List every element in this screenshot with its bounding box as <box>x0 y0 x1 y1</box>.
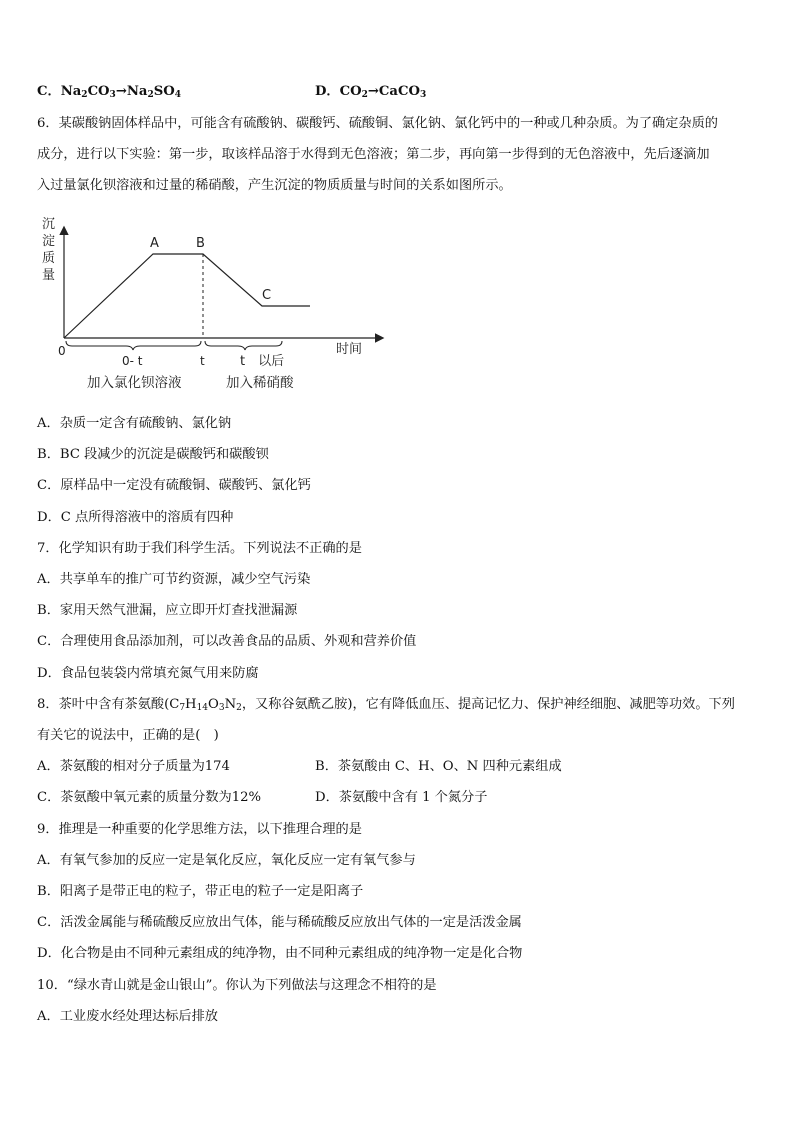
formula-sub: 3 <box>218 703 225 713</box>
text-part: N <box>224 697 237 712</box>
precipitate-time-diagram <box>30 210 390 395</box>
q8-stem-line1 <box>37 696 735 714</box>
q8-option-b: B．茶氨酸由 C、H、O、N 四种元素组成 <box>315 759 562 774</box>
formula-sub: 7 <box>179 703 186 713</box>
q9-stem: 9．推理是一种重要的化学思维方法，以下推理合理的是 <box>37 822 362 837</box>
q6-option-c: C．原样品中一定没有硫酸铜、碳酸钙、氯化钙 <box>37 478 311 493</box>
q9-option-c: C．活泼金属能与稀硫酸反应放出气体，能与稀硫酸反应放出气体的一定是活泼金属 <box>37 915 522 930</box>
formula-part: →Na <box>115 84 148 99</box>
point-c-label: C <box>262 288 272 303</box>
formula-part: Na <box>60 84 82 99</box>
origin-label: 0 <box>58 344 66 358</box>
brace-left <box>66 341 201 350</box>
formula-sub: 2 <box>236 703 242 713</box>
text-part: 8．茶叶中含有茶氨酸(C <box>37 697 180 712</box>
q9-option-a: A．有氧气参加的反应一定是氧化反应，氧化反应一定有氧气参与 <box>37 853 416 868</box>
q6-option-d: D．C 点所得溶液中的溶质有四种 <box>37 510 234 525</box>
formula-sub: 14 <box>196 703 209 713</box>
q8-option-c: C．茶氨酸中氧元素的质量分数为12% <box>37 790 262 805</box>
q5-option-c-label: C． <box>37 84 61 99</box>
q9-option-d: D．化合物是由不同种元素组成的纯净物，由不同种元素组成的纯净物一定是化合物 <box>37 946 523 961</box>
text-part: O <box>208 697 219 712</box>
formula-sub: 4 <box>174 90 182 100</box>
segment-2-label: t 以后 <box>240 354 285 369</box>
precipitate-curve <box>64 254 310 338</box>
text-part: ，又称谷氨酰乙胺)，它有降低血压、提高记忆力、保护神经细胞、减肥等功效。下列 <box>241 697 735 712</box>
q9-option-b: B．阳离子是带正电的粒子，带正电的粒子一定是阳离子 <box>37 884 364 899</box>
formula-part: →CaCO <box>367 84 420 99</box>
point-b-label: B <box>196 236 205 251</box>
q8-option-a: A．茶氨酸的相对分子质量为174 <box>37 759 230 774</box>
q7-option-a: A．共享单车的推广可节约资源，减少空气污染 <box>37 572 311 587</box>
q7-option-b: B．家用天然气泄漏，应立即开灯查找泄漏源 <box>37 603 298 618</box>
formula-part: CO <box>339 84 362 99</box>
formula-sub: 2 <box>81 90 88 100</box>
q8-stem-line2: 有关它的说法中，正确的是( ) <box>37 728 219 743</box>
caption-bacl2: 加入氯化钡溶液 <box>87 375 182 391</box>
y-axis-label-char: 量 <box>42 268 56 283</box>
y-axis-label-char: 质 <box>42 251 56 266</box>
q6-option-a: A．杂质一定含有硫酸钠、氯化钠 <box>37 416 232 431</box>
y-axis-label-char: 沉 <box>42 217 56 232</box>
t-label: t <box>200 354 205 368</box>
q6-stem-line1: 6．某碳酸钠固体样品中，可能含有硫酸钠、碳酸钙、硫酸铜、氯化钠、氯化钙中的一种或几种杂质。为了确定杂质的 <box>37 116 718 131</box>
q6-stem-line3: 入过量氯化钡溶液和过量的稀硝酸，产生沉淀的物质质量与时间的关系如图所示。 <box>37 178 512 193</box>
segment-1-label: 0- t <box>122 354 143 368</box>
brace-right <box>205 341 282 350</box>
formula-part: CO <box>87 84 110 99</box>
q8-option-d: D．茶氨酸中含有 1 个氮分子 <box>315 790 488 805</box>
formula-sub: 2 <box>361 90 368 100</box>
q6-option-b: B．BC 段减少的沉淀是碳酸钙和碳酸钡 <box>37 447 269 462</box>
formula-sub: 2 <box>147 90 154 100</box>
q10-option-a: A．工业废水经处理达标后排放 <box>37 1009 218 1024</box>
q7-option-d: D．食品包装袋内常填充氮气用来防腐 <box>37 666 259 681</box>
formula-sub: 3 <box>109 90 116 100</box>
y-axis-label-char: 淀 <box>42 234 56 249</box>
formula-part: SO <box>153 84 175 99</box>
caption-hno3: 加入稀硝酸 <box>226 375 294 391</box>
q10-stem: 10．“绿水青山就是金山银山”。你认为下列做法与这理念不相符的是 <box>37 978 437 993</box>
q5-option-c <box>37 83 181 101</box>
q7-option-c: C．合理使用食品添加剂，可以改善食品的品质、外观和营养价值 <box>37 634 417 649</box>
q6-stem-line2: 成分，进行以下实验：第一步，取该样品溶于水得到无色溶液；第二步，再向第一步得到的无色溶液中，先后逐滴加 <box>37 147 710 162</box>
x-axis-label: 时间 <box>336 342 363 357</box>
q7-stem: 7．化学知识有助于我们科学生活。下列说法不正确的是 <box>37 541 362 556</box>
q5-option-d-label: D． <box>315 84 340 99</box>
formula-sub: 3 <box>419 90 427 100</box>
point-a-label: A <box>150 236 159 251</box>
text-part: H <box>185 697 197 712</box>
q5-option-d <box>315 83 426 101</box>
